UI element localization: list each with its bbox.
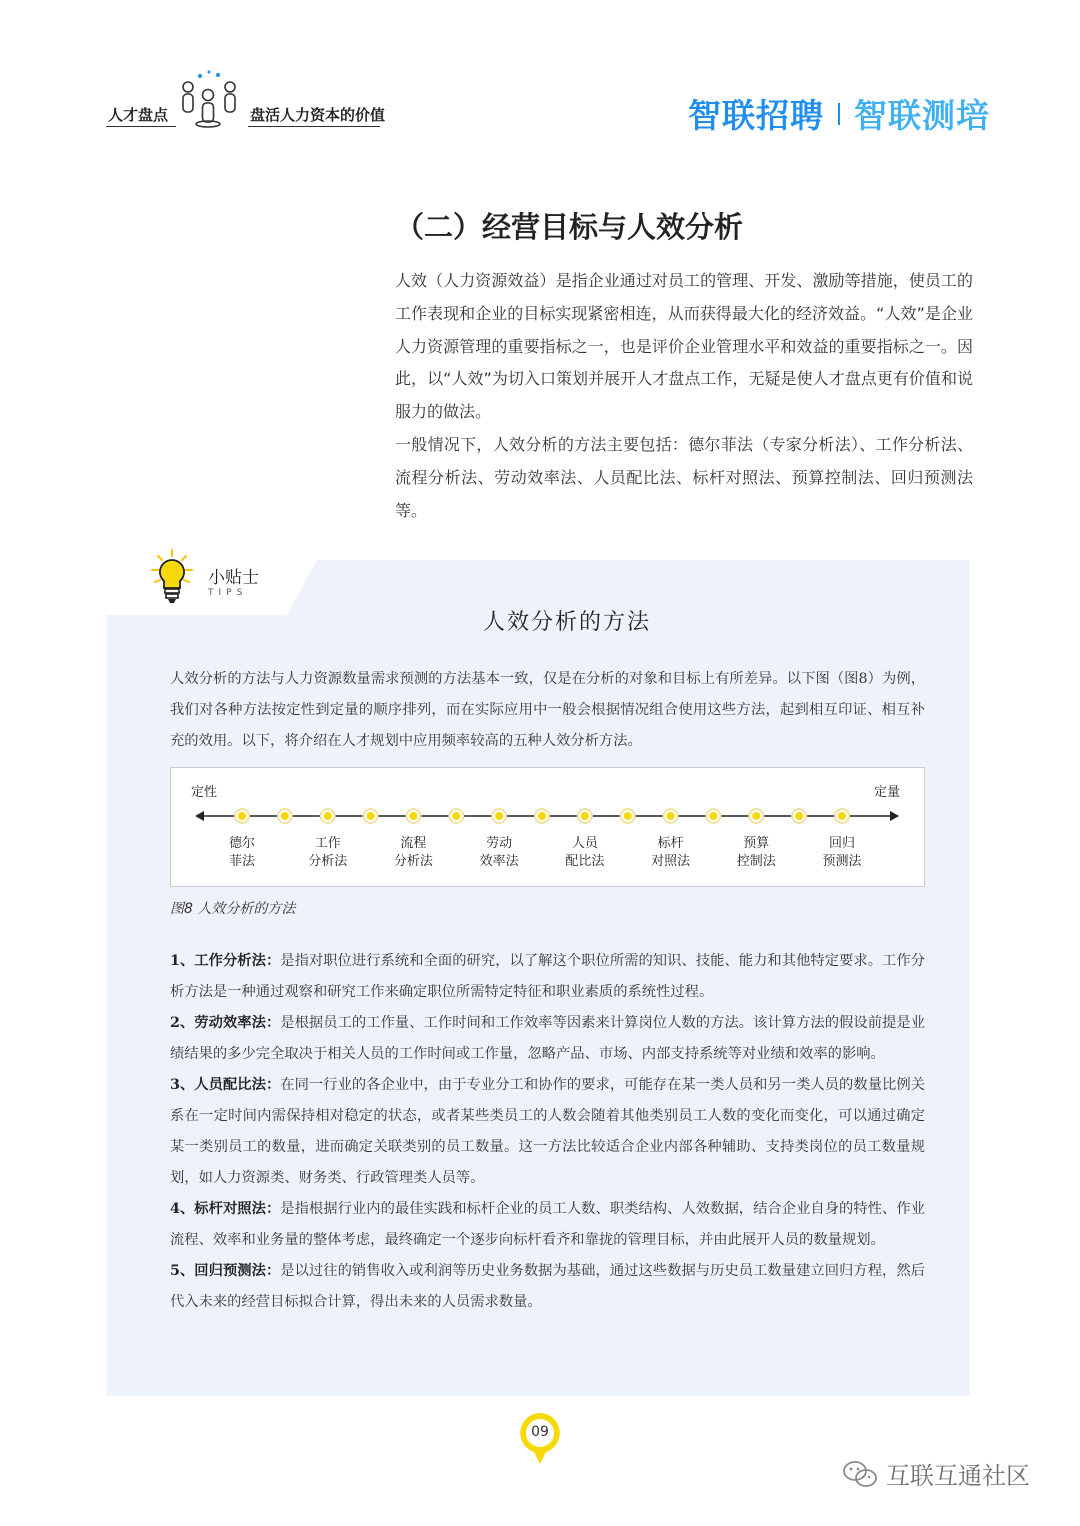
- scale-dot: [838, 812, 846, 820]
- scale-dot: [367, 812, 375, 820]
- method-text: 是根据员工的工作量、工作时间和工作效率等因素来计算岗位人数的方法。该计算方法的假设前提是业绩结果的多少完全取决于相关人员的工作时间或工作量，忽略产品、市场、内部支持系统等对业绩和效率的影响。: [170, 1015, 925, 1062]
- scale-dot: [709, 812, 717, 820]
- method-text: 在同一行业的各企业中，由于专业分工和协作的要求，可能存在某一类人员和另一类人员的数量比例关系在一定时间内需保持相对稳定的状态，或者某些类员工的人数会随着其他类别员工人数的变化而变化，可以通过确定某一类别员工的数量，进而确定关联类别的员工数量。这一方法比较适合企业内部各种辅助、支持类岗位的员工数量规划，如人力资源类、财务类、行政管理类人员等。: [170, 1077, 925, 1186]
- method-item: [170, 1256, 925, 1318]
- method-label: 分析法: [308, 854, 348, 869]
- arrow-left-icon: [195, 811, 204, 821]
- method-text: 是指对职位进行系统和全面的研究，以了解这个职位所需的知识、技能、能力和其他特定要求。工作分析方法是一种通过观察和研究工作来确定职位所需特定特征和职业素质的系统性过程。: [170, 953, 925, 1000]
- method-label: 人员: [571, 836, 598, 851]
- tips-title: 人效分析的方法: [482, 610, 651, 635]
- scale-dot: [324, 812, 332, 820]
- figure-left-end: 定性: [191, 785, 218, 800]
- tips-intro: 人效分析的方法与人力资源数量需求预测的方法基本一致，仅是在分析的对象和目标上有所差异。以下图（图8）为例，我们对各种方法按定性到定量的顺序排列，而在实际应用中一般会根据情况组合使用这些方法，起到相互印证、相互补充的效用。以下，将介绍在人才规划中应用频率较高的五种人效分析方法。: [170, 671, 925, 749]
- method-label: 配比法: [565, 854, 605, 869]
- method-text: 是以过往的销售收入或利润等历史业务数据为基础，通过这些数据与历史员工数量建立回归方程，然后代入未来的经营目标拟合计算，得出未来的人员需求数量。: [170, 1263, 925, 1310]
- method-label: 预测法: [822, 854, 862, 869]
- header-right-label: 盘活人力资本的价值: [250, 106, 386, 124]
- method-label: 控制法: [736, 854, 776, 869]
- watermark: [842, 1456, 1030, 1491]
- scale-dot: [795, 812, 803, 820]
- brand-logos: [688, 90, 990, 137]
- method-label: 效率法: [479, 854, 519, 869]
- method-name: 4、标杆对照法：: [170, 1201, 281, 1217]
- method-item: [170, 1070, 925, 1194]
- figure-caption: 图8 人效分析的方法: [170, 901, 296, 917]
- method-scale: [171, 768, 924, 886]
- logo-cepei: 智联测培: [854, 96, 990, 135]
- arrow-right-icon: [890, 811, 899, 821]
- scale-dot: [624, 812, 632, 820]
- scale-dot: [581, 812, 589, 820]
- method-label: 工作: [314, 836, 341, 851]
- method-name: 5、回归预测法：: [170, 1263, 281, 1279]
- section-title: （二）经营目标与人效分析: [395, 210, 744, 244]
- method-label: 回归: [828, 836, 856, 851]
- method-label: 流程: [400, 836, 427, 851]
- method-item: [170, 946, 925, 1008]
- logo-zhaopin: 智联招聘: [688, 96, 824, 135]
- scale-dot: [495, 812, 503, 820]
- page-number-badge: [516, 1411, 564, 1467]
- lightbulb-icon: [150, 548, 200, 608]
- method-name: 1、工作分析法：: [170, 953, 281, 969]
- people-icon: [172, 70, 252, 136]
- method-item: [170, 1008, 925, 1070]
- method-text: 是指根据行业内的最佳实践和标杆企业的员工人数、职类结构、人效数据，结合企业自身的特性、作业流程、效率和业务量的整体考虑，最终确定一个逐步向标杆看齐和靠拢的管理目标，并由此展开人员的数量规划。: [170, 1201, 925, 1248]
- figure-8: [170, 767, 925, 887]
- header-underline: [106, 126, 176, 127]
- method-label: 分析法: [393, 854, 433, 869]
- header-underline: [248, 126, 380, 127]
- method-label: 劳动: [486, 836, 513, 851]
- method-label: 预算: [743, 836, 770, 851]
- header-left: [100, 70, 390, 140]
- tips-sublabel: TIPS: [208, 588, 248, 598]
- logo-divider: [838, 103, 840, 125]
- scale-dot: [409, 812, 417, 820]
- method-name: 3、人员配比法：: [170, 1077, 281, 1093]
- method-label: 标杆: [657, 836, 684, 851]
- scale-dot: [452, 812, 460, 820]
- method-label: 德尔: [228, 836, 256, 851]
- scale-dot: [667, 812, 675, 820]
- method-label: 菲法: [228, 854, 256, 869]
- section-intro: [395, 265, 973, 527]
- figure-right-end: 定量: [873, 785, 900, 800]
- method-label: 对照法: [651, 854, 691, 869]
- scale-dot: [281, 812, 289, 820]
- method-name: 2、劳动效率法：: [170, 1015, 281, 1031]
- scale-dot: [538, 812, 546, 820]
- tips-label: 小贴士: [208, 568, 259, 588]
- method-item: [170, 1194, 925, 1256]
- intro-paragraph: 一般情况下，人效分析的方法主要包括：德尔菲法（专家分析法）、工作分析法、流程分析法、劳动效率法、人员配比法、标杆对照法、预算控制法、回归预测法等。: [395, 434, 973, 520]
- methods-list: [170, 946, 925, 1318]
- wechat-icon: [842, 1459, 878, 1489]
- scale-dot: [238, 812, 246, 820]
- watermark-text: 互联互通社区: [886, 1462, 1030, 1490]
- intro-paragraph: 人效（人力资源效益）是指企业通过对员工的管理、开发、激励等措施，使员工的工作表现和企业的目标实现紧密相连，从而获得最大化的经济效益。“人效”是企业人力资源管理的重要指标之一，也是评价企业管理水平和效益的重要指标之一。因此，以“人效”为切入口策划并展开人才盘点工作，无疑是使人才盘点更有价值和说服力的做法。: [395, 271, 973, 422]
- header-left-label: 人才盘点: [108, 106, 169, 124]
- scale-dot: [752, 812, 760, 820]
- page-number: 09: [531, 1424, 549, 1440]
